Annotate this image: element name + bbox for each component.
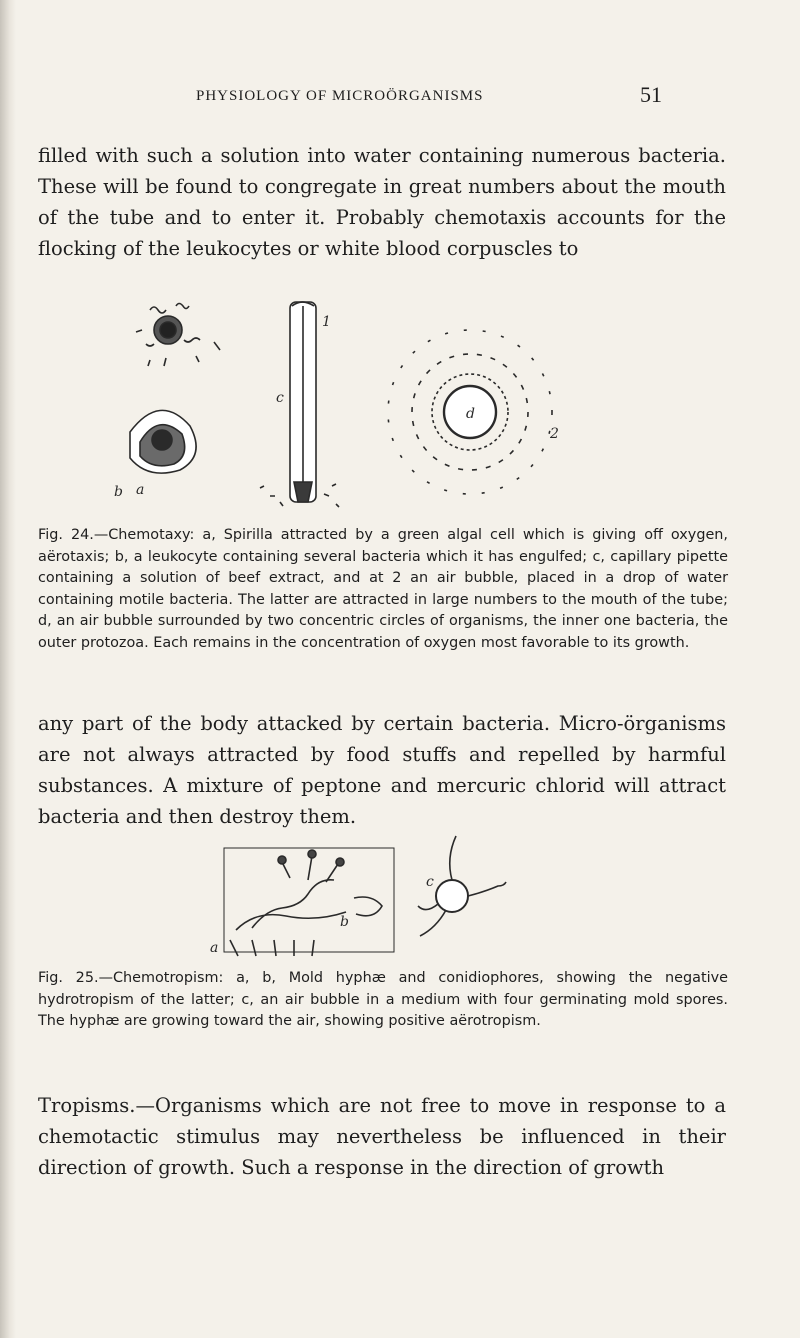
fig24-label-2: 2 [550, 426, 559, 442]
page-number: 51 [640, 82, 662, 107]
figure-25 [190, 820, 540, 960]
figure-24 [110, 282, 630, 514]
fig24-label-1: 1 [322, 314, 331, 330]
fig24-panel-a [136, 304, 220, 367]
fig25-label-a: a [210, 940, 219, 956]
running-head: PHYSIOLOGY OF MICROÖRGANISMS [196, 88, 484, 104]
paragraph-tropisms [38, 1090, 726, 1183]
tropisms-body: —Organisms which are not free to move in response to a chemotactic stimulus may nevertheless be influenced in their direction of growth. Such a response in the direction of growth [38, 1094, 726, 1179]
fig24-label-c: c [276, 390, 284, 406]
fig24-label-d: d [466, 406, 475, 422]
figure-24-caption: Fig. 24.—Chemotaxy: a, Spirilla attracted by a green algal cell which is giving off oxygen, aërotaxis; b, a leukocyte containing several bacteria which it has engulfed; c, capillary pipette containing a solution of beef extract, and at 2 an air bubble, placed in a drop of water containing motile bacteria. The latter are attracted in large numbers to the mouth of the tube; d, an air bubble surrounded by two concentric circles of organisms, the inner one bacteria, the outer protozoa. Each remains in the concentration of oxygen most favorable to its growth. [38, 527, 728, 651]
fig24-panel-c [260, 302, 339, 507]
fig25-label-c: c [426, 874, 434, 890]
fig24-panel-b [130, 410, 196, 473]
page-edge-shadow [0, 0, 16, 1338]
tropisms-heading: Tropisms. [38, 1094, 136, 1117]
paragraph-intro: filled with such a solution into water containing numerous bacteria. These will be found to congregate in great numbers about the mouth of the tube and to enter it. Probably chemotaxis accounts for the flocking of the leukocytes or white blood corpuscles to [38, 144, 726, 260]
fig25-label-b: b [340, 914, 349, 930]
figure-25-caption: Fig. 25.—Chemotropism: a, b, Mold hyphæ and conidiophores, showing the negative hydrotropism of the latter; c, an air bubble in a medium with four germinating mold spores. The hyphæ are growing toward the air, showing positive aërotropism. [38, 970, 728, 1029]
fig24-label-b: b [114, 484, 123, 500]
fig25-panel-ab [224, 848, 394, 956]
paragraph-middle: any part of the body attacked by certain bacteria. Micro-örganisms are not always attracted by food stuffs and repelled by harmful substances. A mixture of peptone and mercuric chlorid will attract bacteria and then destroy them. [38, 712, 726, 828]
fig24-label-a: a [136, 482, 145, 498]
